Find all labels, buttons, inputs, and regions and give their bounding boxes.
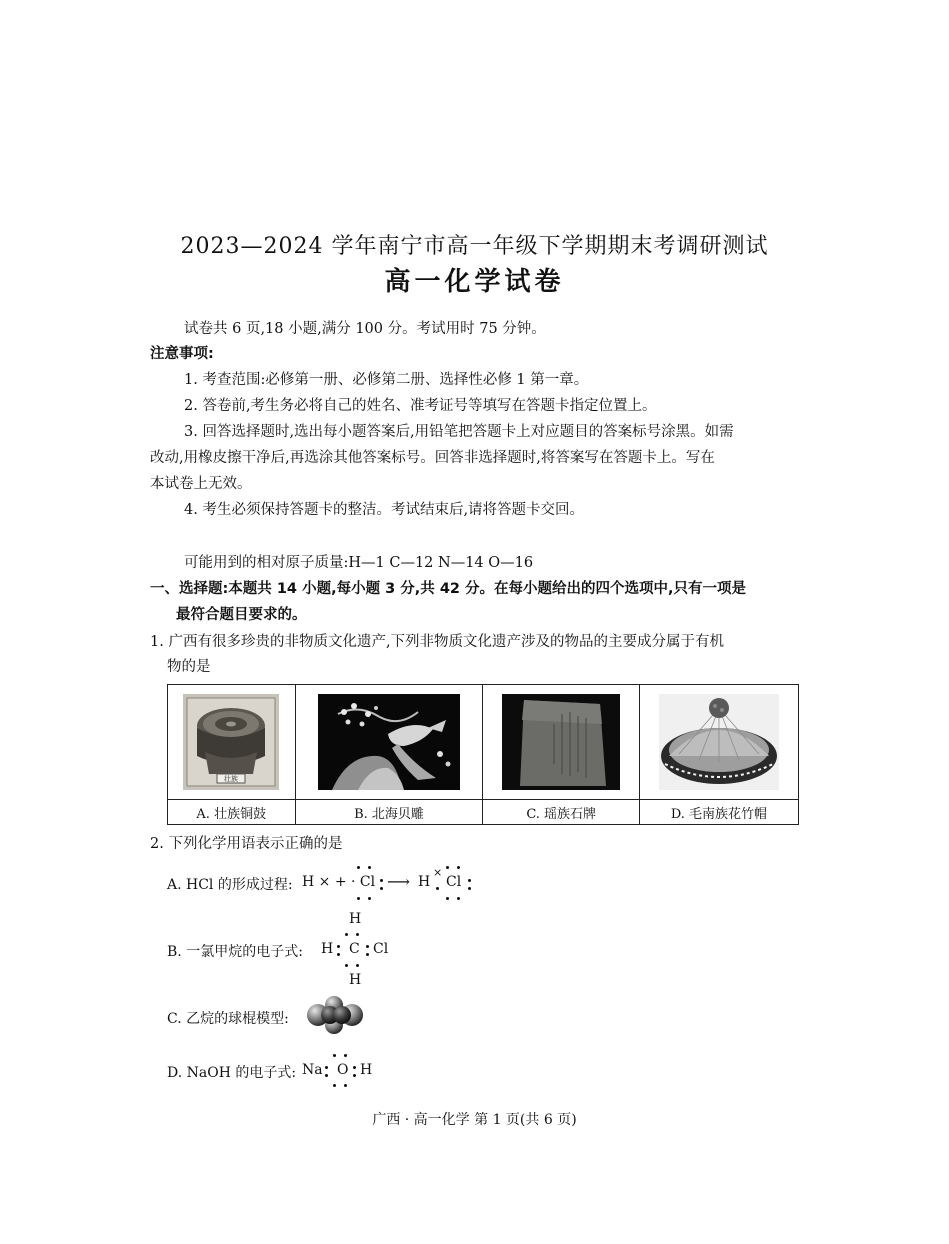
electron-dot (353, 1074, 356, 1077)
question-1-stem: 1. 广西有很多珍贵的非物质文化遗产,下列非物质文化遗产涉及的物品的主要成分属于有机 (150, 634, 725, 650)
electron-dot (337, 945, 340, 948)
electron-dot (380, 879, 383, 882)
bronze-drum-image (183, 694, 279, 790)
shared-electron-x: × (433, 866, 443, 879)
electron-dot (344, 1084, 347, 1087)
exam-title: 2023—2024 学年南宁市高一年级下学期期末考调研测试 (180, 234, 769, 259)
electron-dot (457, 866, 460, 869)
option-b-image-cell (295, 685, 483, 800)
electron-dot (356, 933, 359, 936)
stone-tablet-image (502, 694, 620, 790)
electron-dot (333, 1054, 336, 1057)
reaction-arrow: ⟶ (387, 872, 410, 891)
atomic-masses: 可能用到的相对原子质量:H—1 C—12 N—14 O—16 (184, 555, 534, 571)
note-item: 3. 回答选择题时,选出每小题答案后,用铅笔把答题卡上对应题目的答案标号涂黑。如需 (184, 424, 734, 440)
bamboo-hat-image (659, 694, 779, 790)
option-a-image-cell (168, 685, 296, 800)
note-item: 本试卷上无效。 (150, 476, 252, 492)
electron-dot (356, 964, 359, 967)
shell-carving-image (318, 694, 460, 790)
ethane-ball-model-image (304, 995, 366, 1035)
hcl-product-h: H (418, 874, 431, 890)
exam-subtitle: 高一化学试卷 (384, 267, 565, 297)
electron-dot (345, 964, 348, 967)
naoh-na: Na (302, 1062, 323, 1078)
drum-caption: 壮族 (224, 775, 239, 783)
option-c-image-cell (483, 685, 639, 800)
electron-dot (380, 887, 383, 890)
electron-dot (357, 866, 360, 869)
electron-dot (368, 897, 371, 900)
electron-dot (468, 887, 471, 890)
option-c-label: C. 瑶族石牌 (483, 800, 639, 825)
note-item: 2. 答卷前,考生务必将自己的姓名、准考证号等填写在答题卡指定位置上。 (184, 398, 657, 414)
option-d-label: D. 毛南族花竹帽 (639, 800, 798, 825)
section-heading: 一、选择题:本题共 14 小题,每小题 3 分,共 42 分。在每小题给出的四个选项中,只有一项是 (150, 581, 747, 597)
electron-dot (368, 866, 371, 869)
option-c-text: C. 乙烷的球棍模型: (167, 1011, 289, 1027)
ch3cl-c: C (349, 941, 360, 957)
electron-dot (446, 897, 449, 900)
electron-dot (457, 897, 460, 900)
electron-dot (446, 866, 449, 869)
exam-intro: 试卷共 6 页,18 小题,满分 100 分。考试用时 75 分钟。 (184, 321, 546, 337)
electron-dot (333, 1084, 336, 1087)
note-item: 1. 考查范围:必修第一册、必修第二册、选择性必修 1 第一章。 (184, 372, 589, 388)
section-heading-cont: 最符合题目要求的。 (176, 607, 307, 623)
electron-dot (344, 1054, 347, 1057)
electron-dot (366, 945, 369, 948)
page-footer: 广西 · 高一化学 第 1 页(共 6 页) (372, 1112, 577, 1128)
note-item: 4. 考生必须保持答题卡的整洁。考试结束后,请将答题卡交回。 (184, 502, 585, 518)
electron-dot (325, 1074, 328, 1077)
electron-dot (353, 1066, 356, 1069)
electron-dot (357, 897, 360, 900)
hcl-reactants: H × + · Cl (302, 874, 376, 890)
question-1-stem-cont: 物的是 (167, 659, 211, 675)
ch3cl-cl: Cl (373, 941, 389, 957)
option-d-image-cell (639, 685, 798, 800)
option-b-text: B. 一氯甲烷的电子式: (167, 944, 303, 960)
ch3cl-h-bottom: H (349, 972, 362, 988)
electron-dot (345, 933, 348, 936)
electron-dot (366, 953, 369, 956)
note-item: 改动,用橡皮擦干净后,再选涂其他答案标号。回答非选择题时,将答案写在答题卡上。写在 (150, 450, 715, 466)
notes-heading: 注意事项: (150, 346, 214, 362)
naoh-h: H (360, 1062, 373, 1078)
question-2-stem: 2. 下列化学用语表示正确的是 (150, 836, 343, 852)
option-a-label: A. 壮族铜鼓 (168, 800, 296, 825)
option-b-label: B. 北海贝雕 (295, 800, 483, 825)
ch3cl-h-left: H (321, 941, 334, 957)
electron-dot (325, 1066, 328, 1069)
hcl-product-cl: Cl (446, 874, 462, 890)
ch3cl-h-top: H (349, 911, 362, 927)
electron-dot (436, 887, 439, 890)
option-image-table (167, 684, 799, 825)
electron-dot (468, 879, 471, 882)
option-a-text: A. HCl 的形成过程: (167, 877, 293, 893)
electron-dot (337, 953, 340, 956)
naoh-o: O (337, 1062, 349, 1078)
option-d-text: D. NaOH 的电子式: (167, 1065, 297, 1081)
